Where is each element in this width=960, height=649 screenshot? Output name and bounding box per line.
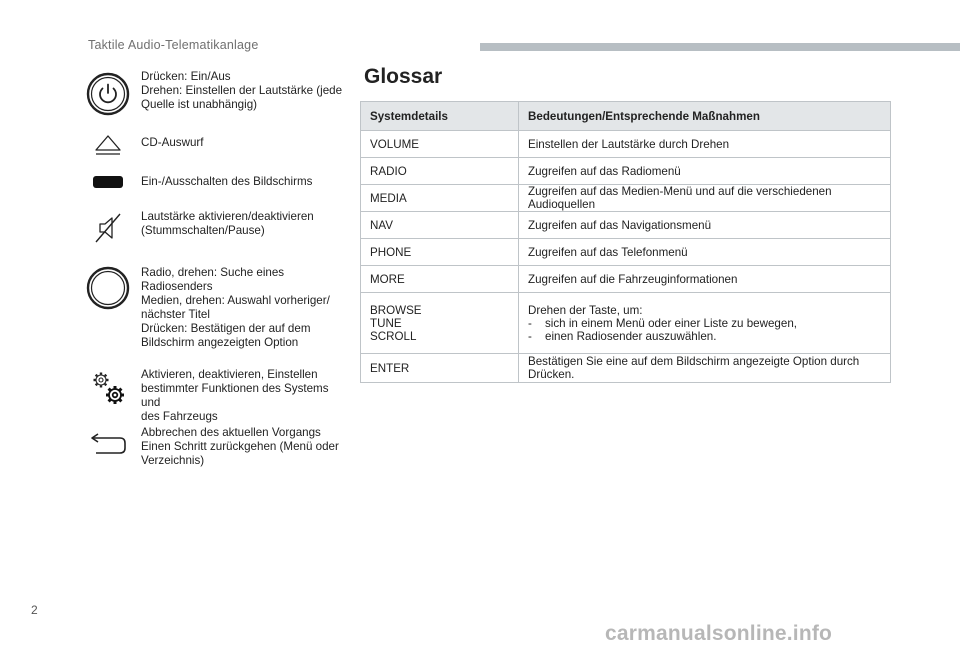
control-setup-text: Aktivieren, deaktivieren, Einstellen bestimmter Funktionen des Systems und des Fahrzeugs [141, 368, 329, 423]
eject-icon [80, 134, 136, 156]
control-screen-text: Ein-/Ausschalten des Bildschirms [141, 175, 313, 188]
table-row [361, 158, 891, 185]
term-cell: MEDIA [361, 185, 519, 212]
meaning-cell: Zugreifen auf das Radiomenü [519, 158, 891, 185]
meaning-cell: Zugreifen auf die Fahrzeuginformationen [519, 266, 891, 293]
glossar-table [360, 101, 891, 383]
control-back-text: Abbrechen des aktuellen Vorgangs Einen Schritt zurückgehen (Menü oder Verzeichnis) [141, 426, 339, 467]
power-knob-icon [80, 72, 136, 116]
term-cell: RADIO [361, 158, 519, 185]
table-row [361, 354, 891, 383]
header-title: Taktile Audio-Telematikanlage [88, 38, 259, 52]
term-cell: MORE [361, 266, 519, 293]
table-row [361, 131, 891, 158]
rotary-knob-icon [80, 266, 136, 310]
page-number: 2 [31, 603, 38, 617]
meaning-cell: Zugreifen auf das Navigationsmenü [519, 212, 891, 239]
bullet-item: - einen Radiosender auszuwählen. [528, 329, 717, 343]
mute-icon [80, 211, 136, 245]
meaning-cell: Bestätigen Sie eine auf dem Bildschirm angezeigte Option durch Drücken. [519, 354, 891, 383]
watermark: carmanualsonline.info [605, 622, 833, 645]
term-cell: ENTER [361, 354, 519, 383]
meaning-cell: Einstellen der Lautstärke durch Drehen [519, 131, 891, 158]
table-row [361, 212, 891, 239]
back-arrow-icon [80, 428, 136, 458]
control-mute-text: Lautstärke aktivieren/deaktivieren (Stummschalten/Pause) [141, 210, 314, 237]
table-header-row [361, 102, 891, 131]
screen-toggle-icon [80, 172, 136, 192]
term-cell: BROWSE TUNE SCROLL [361, 293, 519, 354]
table-row [361, 239, 891, 266]
glossar-title: Glossar [364, 65, 443, 88]
term-cell: VOLUME [361, 131, 519, 158]
table-row [361, 266, 891, 293]
header-bar [480, 43, 960, 51]
bullet-item: - sich in einem Menü oder einer Liste zu bewegen, [528, 316, 797, 330]
table-row [361, 293, 891, 354]
meaning-cell: Zugreifen auf das Telefonmenü [519, 239, 891, 266]
meaning-cell: Drehen der Taste, um: - sich in einem Menü oder einer Liste zu bewegen, - einen Radiosender auszuwählen. [519, 293, 891, 354]
control-power-text: Drücken: Ein/Aus Drehen: Einstellen der Lautstärke (jede Quelle ist unabhängig) [141, 70, 343, 111]
meaning-cell: Zugreifen auf das Medien-Menü und auf die verschiedenen Audioquellen [519, 185, 891, 212]
gears-icon [80, 368, 136, 408]
term-cell: PHONE [361, 239, 519, 266]
control-rotary-text: Radio, drehen: Suche eines Radiosenders Medien, drehen: Auswahl vorheriger/ nächster Titel Drücken: Bestätigen der auf dem Bildschirm angezeigten Option [141, 266, 330, 349]
header-systemdetails: Systemdetails [361, 102, 519, 131]
term-cell: NAV [361, 212, 519, 239]
control-eject-text: CD-Auswurf [141, 136, 204, 149]
header-bedeutungen: Bedeutungen/Entsprechende Maßnahmen [519, 102, 891, 131]
table-row [361, 185, 891, 212]
